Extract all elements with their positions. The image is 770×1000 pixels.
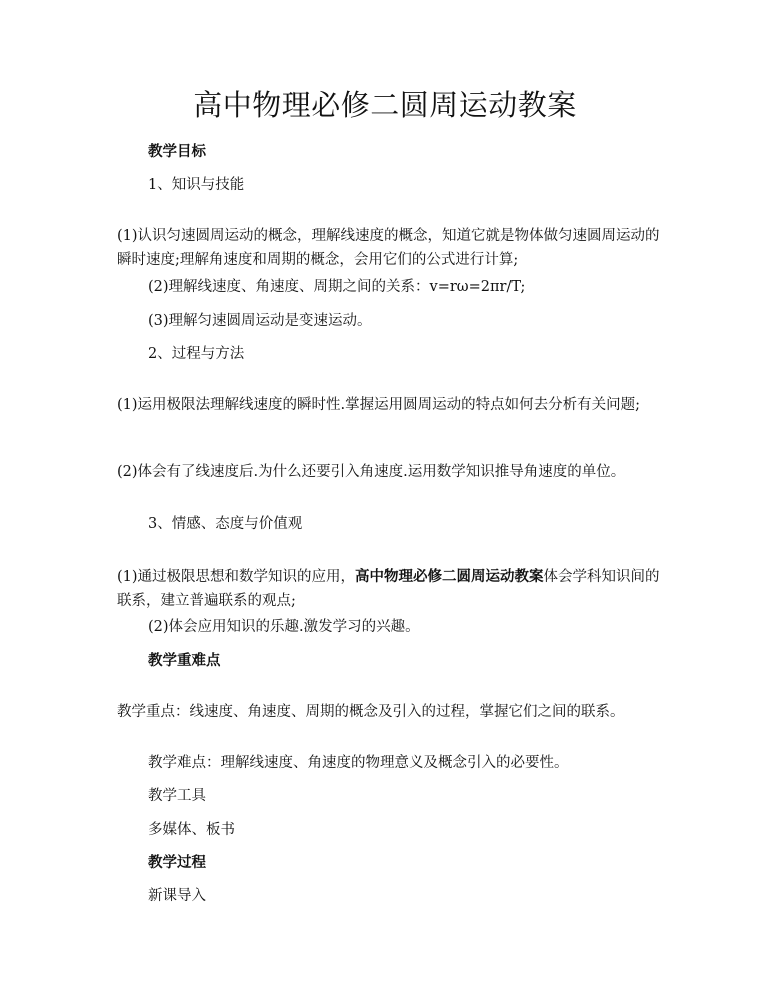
paragraph-goal-3-1-start: (1)通过极限思想和数学知识的应用， xyxy=(117,569,356,585)
heading-teaching-tools: 教学工具 xyxy=(148,788,206,804)
subheading-new-lesson-intro: 新课导入 xyxy=(148,888,206,904)
heading-teaching-process: 教学过程 xyxy=(148,854,206,871)
paragraph-tools: 多媒体、板书 xyxy=(148,822,235,838)
subheading-process-method: 2、过程与方法 xyxy=(148,346,245,362)
inline-title-link: 高中物理必修二圆周运动教案 xyxy=(355,568,544,585)
document-title: 高中物理必修二圆周运动教案 xyxy=(193,88,577,122)
paragraph-difficult-points: 教学难点：理解线速度、角速度的物理意义及概念引入的必要性。 xyxy=(148,755,569,771)
paragraph-goal-2-2: (2)体会有了线速度后.为什么还要引入角速度.运用数学知识推导角速度的单位。 xyxy=(117,464,626,480)
paragraph-goal-1-1: (1)认识匀速圆周运动的概念，理解线速度的概念，知道它就是物体做匀速圆周运动的瞬时速度;理解角速度和周期的概念，会用它们的公式进行计算; xyxy=(117,228,660,268)
subheading-knowledge-skills: 1、知识与技能 xyxy=(148,177,245,193)
heading-teaching-goals: 教学目标 xyxy=(148,143,206,160)
paragraph-goal-3-2: (2)体会应用知识的乐趣.激发学习的兴趣。 xyxy=(148,619,420,635)
paragraph-key-points: 教学重点：线速度、角速度、周期的概念及引入的过程，掌握它们之间的联系。 xyxy=(117,704,625,720)
paragraph-goal-1-3: (3)理解匀速圆周运动是变速运动。 xyxy=(148,313,372,329)
paragraph-goal-1-2: (2)理解线速度、角速度、周期之间的关系：v=rω=2πr/T; xyxy=(148,279,526,295)
paragraph-goal-3-1 xyxy=(117,565,662,613)
paragraph-goal-2-1: (1)运用极限法理解线速度的瞬时性.掌握运用圆周运动的特点如何去分析有关问题; xyxy=(117,397,641,413)
subheading-emotion-values: 3、情感、态度与价值观 xyxy=(148,516,303,532)
paragraph-goal-3-1-end: 体会学科知识间的联系，建立普遍联系的观点; xyxy=(117,569,660,609)
heading-key-difficulties: 教学重难点 xyxy=(148,652,221,669)
